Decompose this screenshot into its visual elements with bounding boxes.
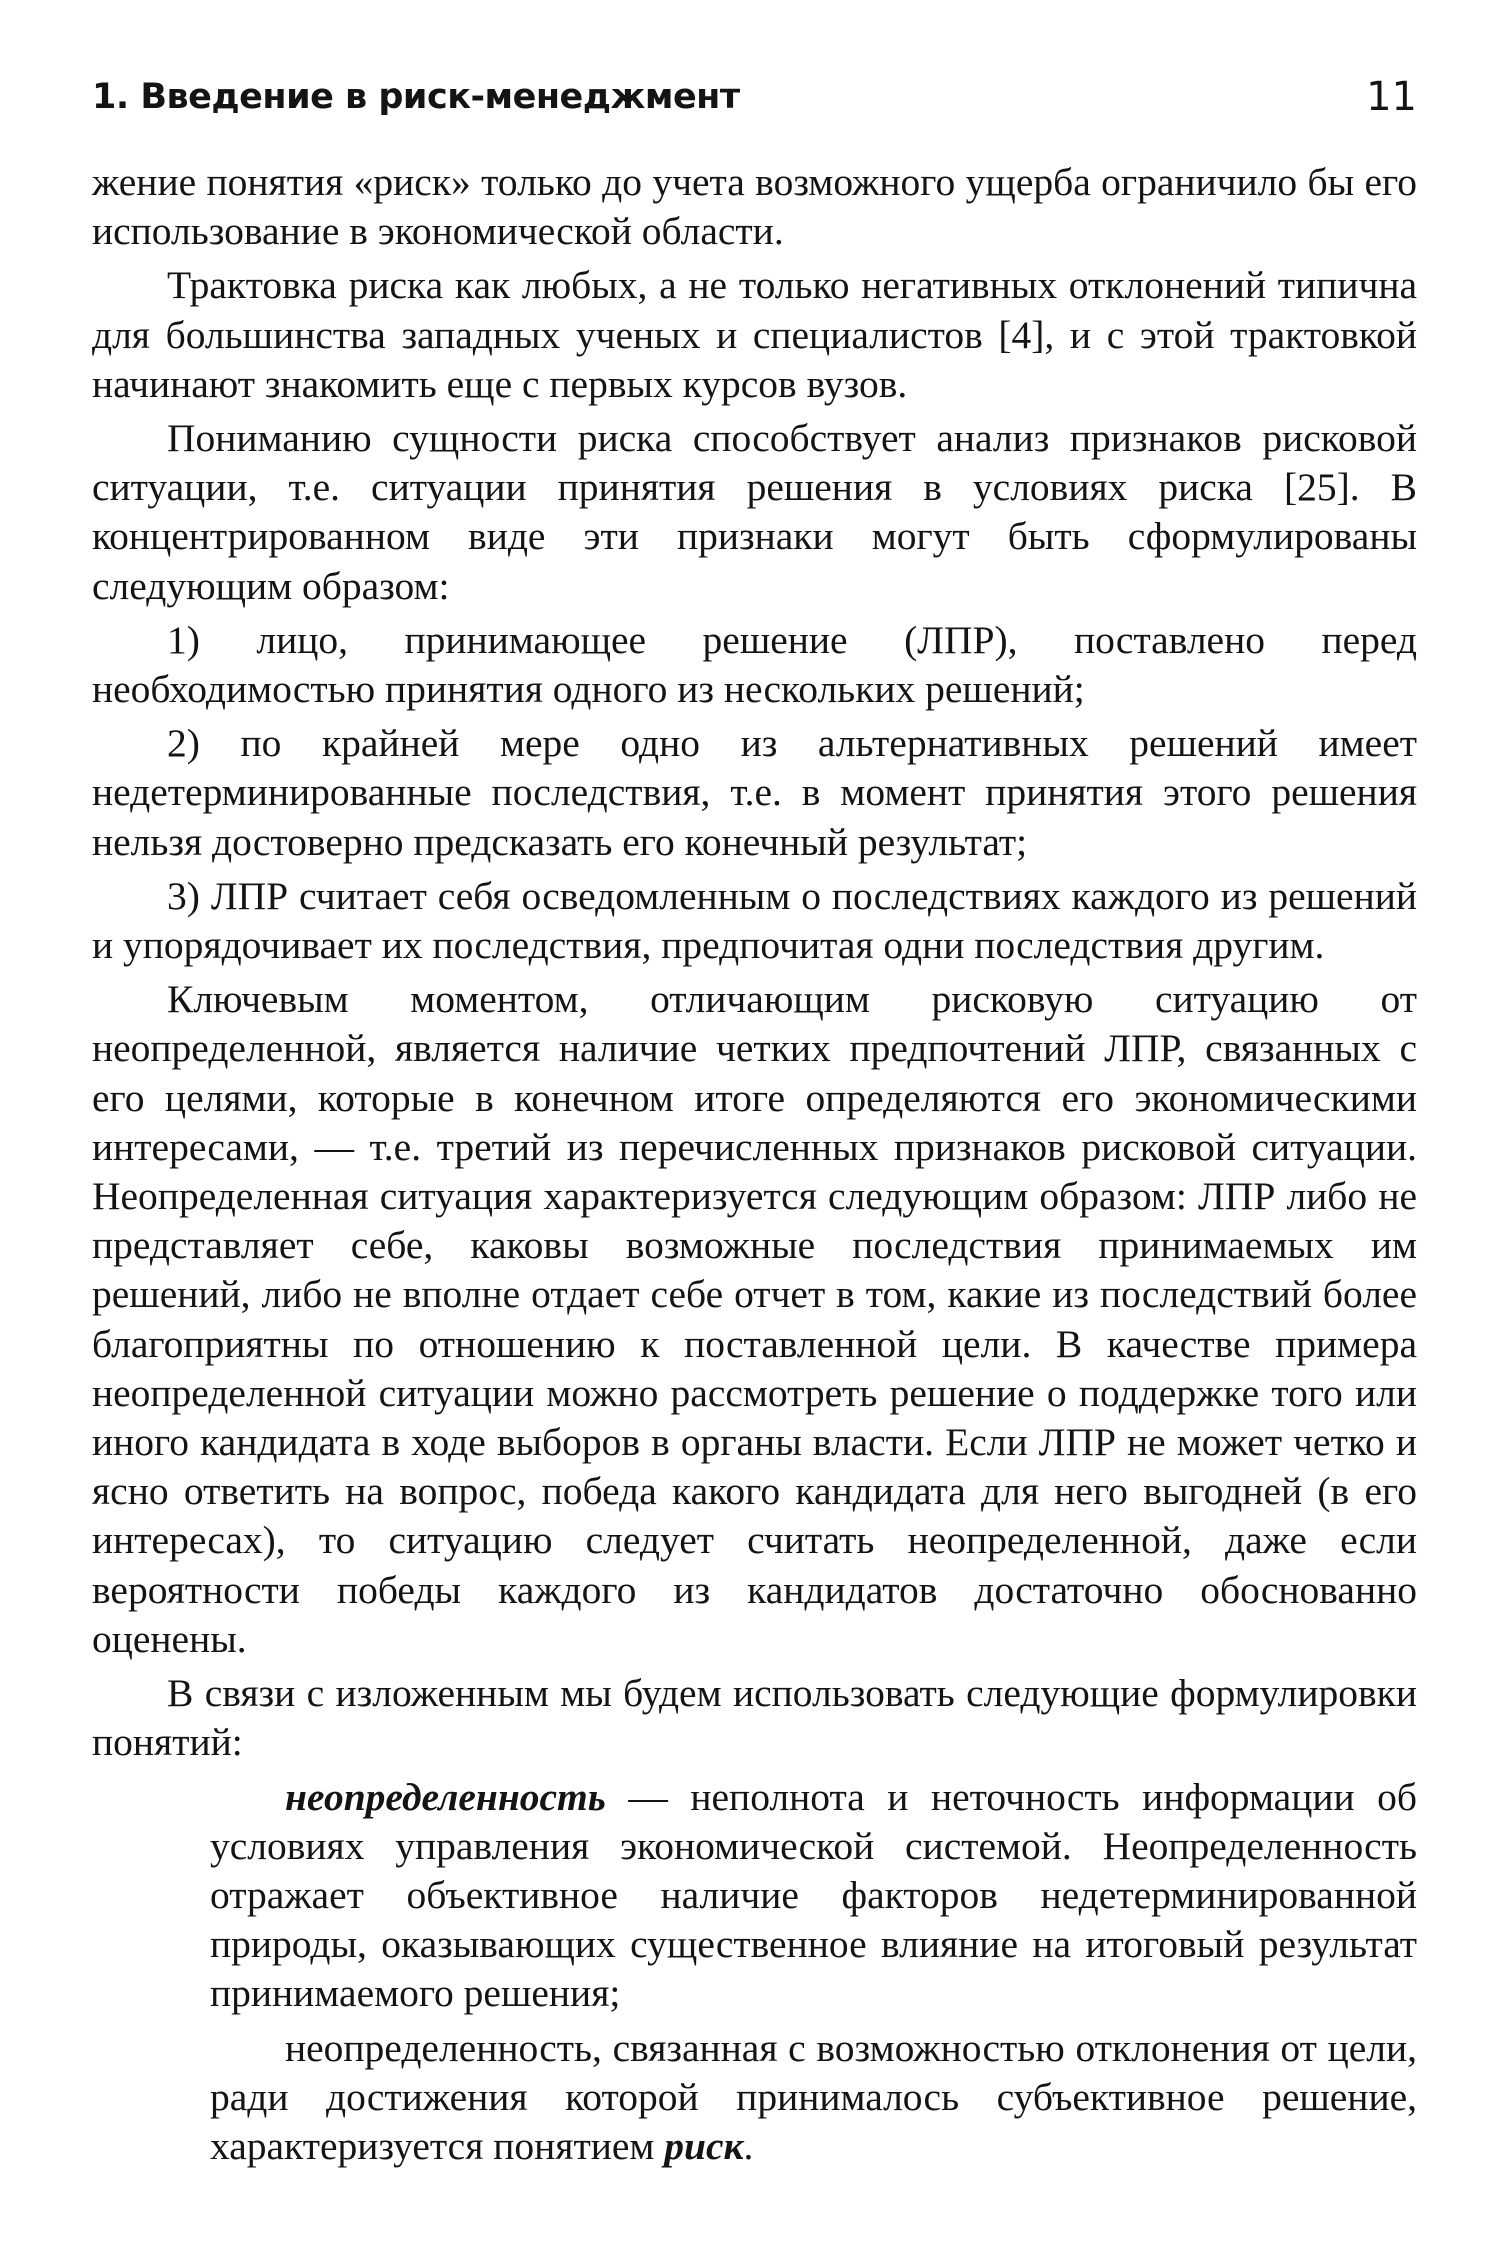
definition-risk [210, 2024, 1417, 2172]
term-uncertainty: неопределенность [285, 1774, 606, 1819]
running-header [92, 62, 1417, 132]
list-item-3: 3) ЛПР считает себя осведомленным о последствиях каждого из решений и упорядочивает их последствия, предпочитая одни последствия другим. [92, 873, 1417, 968]
term-risk: риск [664, 2123, 744, 2168]
definition-risk-end: . [743, 2123, 754, 2168]
list-item-2: 2) по крайней мере одно из альтернативных решений имеет недетерминированные последствия, т.е. в момент принятия этого решения нельзя достоверно предсказать его конечный результат; [92, 721, 1417, 864]
chapter-title: 1. Введение в риск-менеджмент [92, 77, 740, 117]
paragraph-definitions-intro: В связи с изложенным мы будем использовать следующие формулировки понятий: [92, 1671, 1417, 1765]
paragraph-risk-situation-signs: Пониманию сущности риска способствует анализ признаков рисковой ситуации, т.е. ситуации принятия решения в условиях риска [25]. В концентрированном виде эти признаки могут быть сформулированы следующим образом: [92, 416, 1417, 608]
definition-risk-text: неопределенность, связанная с возможностью отклонения от цели, ради достижения которой принималось субъективное решение, характеризуется понятием [210, 2025, 1417, 2168]
paragraph-key-moment: Ключевым моментом, отличающим рисковую ситуацию от неопределенной, является наличие четких предпочтений ЛПР, связанных с его целями, которые в конечном итоге определяются его экономическими интересами, — т.е. третий из перечисленных признаков рисковой ситуации. Неопределенная ситуация характеризуется следующим образом: ЛПР либо не представляет себе, каковы возможные последствия принимаемых им решений, либо не вполне отдает себе отчет в том, какие из последствий более благоприятны по отношению к поставленной цели. В качестве примера неопределенной ситуации можно рассмотреть решение о поддержке того или иного кандидата в ходе выборов в органы власти. Если ЛПР не может четко и ясно ответить на вопрос, победа какого кандидата для него выгодней (в его интересах), то ситуацию следует считать неопределенной, даже если вероятности победы каждого из кандидатов достаточно обоснованно оценены. [92, 977, 1417, 1661]
definition-uncertainty-text: — неполнота и неточность информации об условиях управления экономической системой. Неопределенность отражает объективное наличие факторов недетерминированной природы, оказывающих существенное влияние на итоговый результат принимаемого решения; [210, 1774, 1417, 2016]
definition-uncertainty [210, 1773, 1417, 2019]
list-item-1: 1) лицо, принимающее решение (ЛПР), поставлено перед необходимостью принятия одного из нескольких решений; [92, 617, 1417, 712]
paragraph-continuation: жение понятия «риск» только до учета возможного ущерба ограничило бы его использование в экономической области. [92, 160, 1417, 254]
paragraph-western-interpretation: Трактовка риска как любых, а не только негативных отклонений типична для большинства западных ученых и специалистов [4], и с этой трактовкой начинают знакомить еще с первых курсов вузов. [92, 263, 1417, 406]
body-text [92, 158, 1417, 2176]
page-number: 11 [1366, 74, 1417, 120]
